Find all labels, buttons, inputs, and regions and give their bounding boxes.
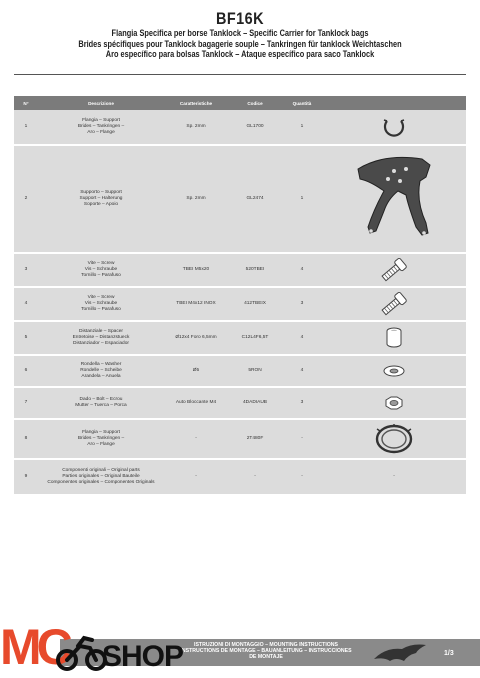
row-quantity: 3 — [300, 400, 304, 405]
desc-line: Brides – Tankringen – — [77, 124, 125, 129]
desc-line: Distanziador – Espaciador — [73, 341, 129, 346]
desc-line: Support – Halterung — [79, 196, 123, 201]
row-number: 4 — [24, 301, 28, 306]
desc-line: Flangia – Support — [82, 430, 120, 435]
desc-line: Componentes originales – Componentes Originals — [47, 480, 155, 485]
row-characteristics: TBEI M4x12 INOX — [176, 301, 216, 306]
part-image — [322, 326, 466, 350]
row-quantity: 4 — [300, 267, 304, 272]
desc-line: Rondella – Washer — [80, 362, 122, 367]
row-quantity: 4 — [300, 368, 304, 373]
header-divider — [14, 74, 466, 75]
givi-bird-icon — [372, 641, 428, 665]
row-code: 4DADIAUB — [243, 400, 267, 405]
desc-line: Arandela – Anuela — [81, 374, 121, 379]
table-row — [14, 460, 466, 496]
screw-icon — [379, 257, 409, 283]
desc-line: Soporte – Apoio — [83, 202, 119, 207]
row-code: - — [254, 474, 256, 479]
row-number: 2 — [24, 196, 28, 201]
table-row — [14, 254, 466, 288]
parts-table — [14, 96, 466, 496]
footer-line-3: DE MONTAJE — [249, 654, 283, 661]
desc-line: Distanziale – Spacer — [79, 329, 123, 334]
footer-line-1: ISTRUZIONI DI MONTAGGIO – MOUNTING INSTRUCTIONS — [194, 642, 338, 648]
row-quantity: 3 — [300, 301, 304, 306]
desc-line: Brides – Tankringen – — [77, 436, 125, 441]
row-characteristics: Auto Bloccante M4 — [175, 400, 217, 405]
page-number: 1/3 — [444, 650, 454, 657]
title-line-3: Aro específico para bolsas Tanklock – Ataque específico para saco Tanklock — [105, 49, 375, 59]
part-image — [322, 395, 466, 411]
table-row — [14, 146, 466, 254]
desc-line: Rondelle – Scheibe — [80, 368, 122, 373]
table-row — [14, 288, 466, 322]
table-row — [14, 420, 466, 460]
title-line-1: Flangia Specifica per borse Tanklock – Specific Carrier for Tanklock bags — [111, 28, 369, 38]
desc-line: Parties originales – Original Bauteile — [62, 474, 140, 479]
row-description — [38, 430, 164, 448]
desc-line: Componenti originali – Original parts — [62, 468, 140, 473]
row-description — [38, 295, 164, 313]
row-description — [38, 190, 164, 208]
product-code: BF16K — [216, 9, 264, 28]
row-characteristics: Sp. 2mm — [186, 124, 206, 129]
row-number: 5 — [24, 335, 28, 340]
desc-line: Supporto – Support — [80, 190, 122, 195]
row-code: 2T480F — [246, 436, 264, 441]
header-characteristics: Caratteristiche — [179, 100, 213, 106]
desc-line: Vite – Screw — [87, 261, 115, 266]
header-quantity: Quantità — [292, 100, 312, 106]
row-description — [38, 468, 164, 486]
row-number: 1 — [24, 124, 28, 129]
part-image — [322, 423, 466, 455]
washer-icon — [382, 364, 406, 378]
row-quantity: 1 — [300, 196, 304, 201]
row-characteristics: - — [195, 474, 197, 479]
screw-icon — [379, 291, 409, 317]
row-number: 7 — [24, 400, 28, 405]
title-line-2: Brides spécifiques pour Tanklock bagagerie souple – Tankringen für tanklock Weichtaschen — [78, 38, 402, 49]
table-header — [14, 96, 466, 110]
row-number: 6 — [24, 368, 28, 373]
desc-line: Vite – Screw — [87, 295, 115, 300]
row-characteristics: - — [195, 436, 197, 441]
table-row — [14, 322, 466, 356]
table-row — [14, 356, 466, 388]
desc-line: Dado – Bolt – Ecrou — [79, 397, 123, 402]
row-quantity: - — [301, 474, 303, 479]
row-characteristics: TBEI M5x20 — [182, 267, 210, 272]
row-characteristics: Ø12x4 Foro 6,5mm — [175, 335, 217, 340]
desc-line: Entretoise – Distanzstueck — [72, 335, 130, 340]
desc-line: Tornillo – Parafuso — [81, 273, 121, 278]
support-plate-icon — [344, 151, 444, 247]
row-code: C12L4F6,5T — [241, 335, 269, 340]
row-code: 412TBEIX — [244, 301, 266, 306]
row-characteristics: Sp. 2mm — [186, 196, 206, 201]
row-description — [38, 118, 164, 136]
row-code: 5RON — [248, 368, 262, 373]
desc-line: Mutter – Tuerca – Porca — [75, 403, 127, 408]
row-characteristics: Ø5 — [192, 368, 200, 373]
desc-line: Vis – Schraube — [84, 301, 118, 306]
desc-line: Tornillo – Parafuso — [81, 307, 121, 312]
table-row — [14, 388, 466, 420]
table-row — [14, 110, 466, 146]
part-image — [322, 291, 466, 317]
row-quantity: - — [301, 436, 303, 441]
part-image — [322, 257, 466, 283]
part-image — [322, 151, 466, 247]
header-description: Descrizione — [88, 100, 114, 106]
ring-flange-icon — [380, 114, 408, 140]
row-code: GL2474 — [246, 196, 264, 201]
row-description — [38, 261, 164, 279]
row-quantity: 1 — [300, 124, 304, 129]
row-number: 8 — [24, 436, 28, 441]
nut-icon — [383, 395, 405, 411]
mcshop-logo — [0, 620, 200, 678]
row-description — [38, 397, 164, 409]
row-code: GL1700 — [246, 124, 264, 129]
row-number: 9 — [24, 474, 28, 479]
desc-line: Vis – Schraube — [84, 267, 118, 272]
row-description — [38, 362, 164, 380]
row-quantity: 4 — [300, 335, 304, 340]
desc-line: Aro – Flange — [87, 130, 115, 135]
footer-line-2: INSTRUCTIONS DE MONTAGE – BAUANLEITUNG – INSTRUCCIONES — [180, 648, 352, 655]
logo-shop-text: SHOP — [102, 640, 184, 673]
document-header — [0, 10, 480, 60]
row-code: 520TBEI — [245, 267, 265, 272]
header-number: N° — [23, 100, 29, 106]
row-description — [38, 329, 164, 347]
desc-line: Aro – Flange — [87, 442, 115, 447]
desc-line: Flangia – Support — [82, 118, 120, 123]
tank-ring-icon — [374, 423, 414, 455]
row-number: 3 — [24, 267, 28, 272]
part-image — [322, 114, 466, 140]
part-image — [322, 364, 466, 378]
footer-instructions — [176, 642, 356, 661]
logo-mc-text: MC — [0, 619, 68, 675]
spacer-icon — [384, 326, 404, 350]
header-code: Codice — [247, 100, 263, 106]
part-image: - — [393, 474, 395, 479]
